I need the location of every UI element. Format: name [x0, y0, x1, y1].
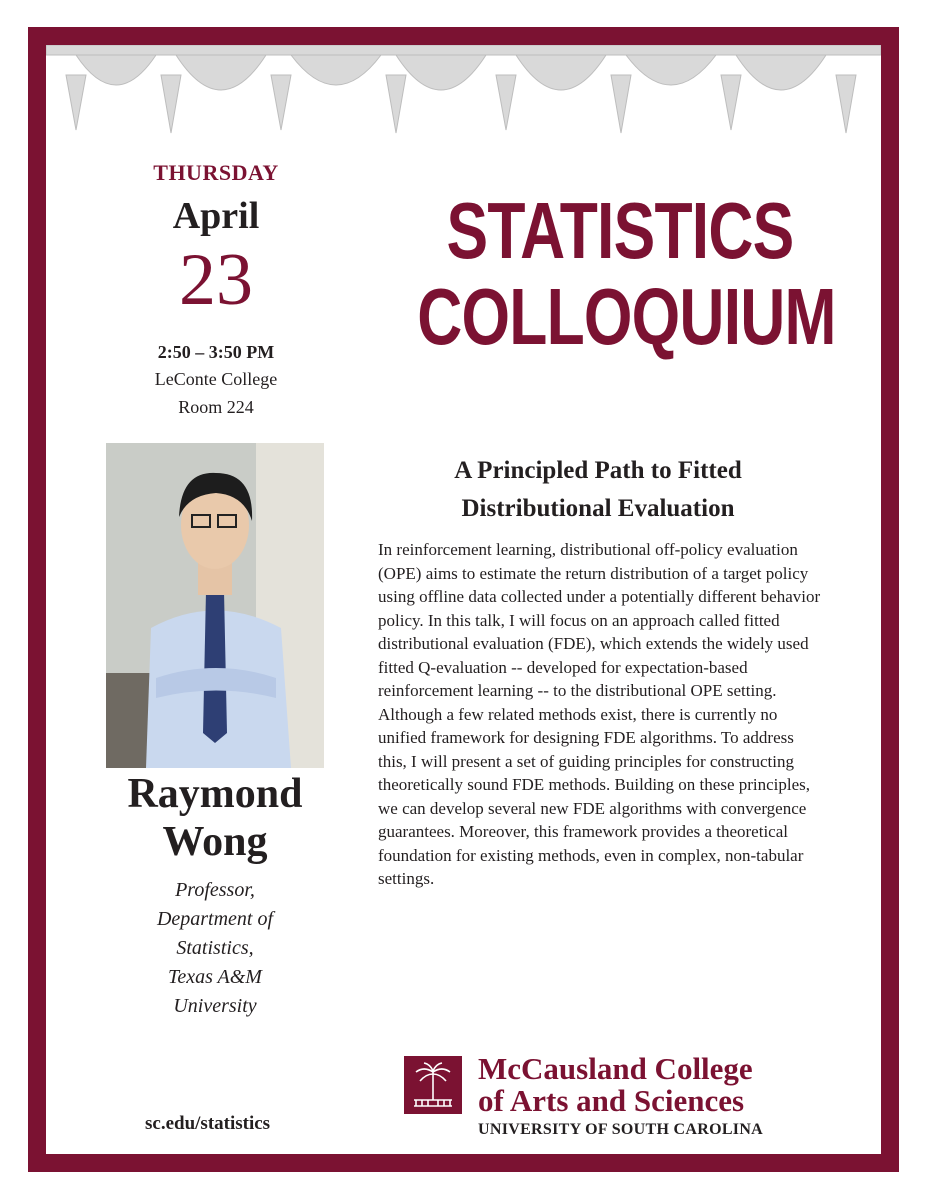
- talk-title-line2: Distributional Evaluation: [461, 495, 735, 522]
- event-month: April: [172, 195, 260, 237]
- affiliation-line: Department of: [156, 908, 274, 930]
- affiliation-line: University: [173, 995, 257, 1017]
- event-room: Room 224: [178, 397, 254, 417]
- college-name-line2: of Arts and Sciences: [478, 1083, 745, 1118]
- affiliation-line: Texas A&M: [168, 966, 262, 988]
- day-of-week: THURSDAY: [153, 160, 279, 185]
- department-url[interactable]: sc.edu/statistics: [145, 1113, 271, 1134]
- speaker-last-name: Wong: [162, 819, 268, 865]
- college-name-line1: McCausland College: [478, 1051, 753, 1086]
- speaker-photo: [106, 443, 324, 768]
- event-date-block: [106, 155, 326, 419]
- affiliation-line: Professor,: [175, 879, 255, 901]
- college-name: [478, 1053, 753, 1117]
- event-day: 23: [179, 239, 253, 321]
- affiliation-line: Statistics,: [176, 937, 254, 959]
- talk-title-line1: A Principled Path to Fitted: [454, 457, 742, 484]
- decorative-garland: [46, 45, 881, 137]
- event-building: LeConte College: [154, 369, 278, 389]
- event-time: 2:50 – 3:50 PM: [157, 342, 275, 362]
- talk-abstract: In reinforcement learning, distributional off-policy evaluation (OPE) aims to estimate the return distribution of a target policy using offline data collected under a potentially different behavior policy. In this talk, I will focus on an approach called fitted distributional evaluation (FDE), which extends the widely used fitted Q-evaluation -- developed for expectation-based reinforcement learning -- to the distributional OPE setting. Although a few related methods exist, there is currently no unified framework for designing FDE algorithms. To address this, I will present a set of guiding principles for constructing theoretically sound FDE methods. Building on these principles, we can develop several new FDE algorithms with convergence guarantees. Moreover, this framework provides a theoretical foundation for existing methods, even in complex, non-tabular settings.: [378, 540, 821, 888]
- speaker-photo-icon: [106, 443, 324, 768]
- speaker-name: [106, 770, 324, 866]
- speaker-affiliation: [106, 876, 324, 1021]
- talk-title: [378, 452, 818, 528]
- speaker-first-name: Raymond: [127, 771, 303, 817]
- series-title-line1: STATISTICS: [446, 186, 794, 275]
- series-title: [417, 186, 836, 361]
- university-name: UNIVERSITY OF SOUTH CAROLINA: [478, 1121, 764, 1138]
- palmetto-tree-icon: [404, 1056, 462, 1114]
- series-title-line2: COLLOQUIUM: [417, 272, 836, 361]
